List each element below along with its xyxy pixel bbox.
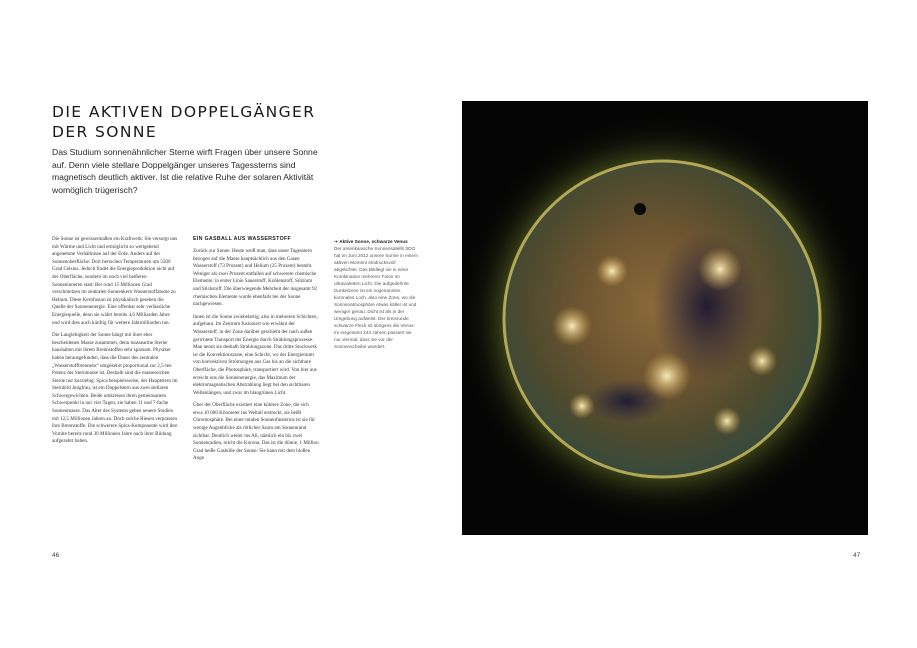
caption-text: Der amerikanische Sonnensatellit SDO hat im Juni 2012 unsere Sonne in einem aktiven Moment eindrucksvoll abgelichtet. Das Bildlegt sie in einer Kombination mehrerer Fotos im ultravioletten Licht. Die aufgedehnte Dunkelzone ist ein sogenanntes koronales Loch, also eine Zone, wo die Sonnenatmosphäre etwas kälter ist und weniger genau. Dicht ist als in der Umgebung aufweist. Der kreisrunde schwarze Fleck ist übrigens die Venus: Im insgesamt 243 Jahren passiert sie nur viermal, dass sie vor der Sonnenscheibe wandert. <box>334 246 418 349</box>
image-caption <box>334 238 418 350</box>
body-paragraph: Über der Oberfläche existiert eine kühlere Zone, die sich etwa 10 000 Kilometer ins Weltall erstreckt, sie heißt Chromosphäre. Bei einer totalen Sonnenfinsternis ist sie für wenige Augenblicke als rötlicher Saum am Sonnenrand sichtbar. Deutlich weiter ins All, nämlich ein bis zwei Sonnenradien, reicht die Korona. Das ist die dünne, 1 Million Grad heiße Gashülle der Sonne. Sie kann mit dem bloßen Auge <box>193 402 319 462</box>
active-region <box>596 255 628 287</box>
body-column-2 <box>193 236 319 468</box>
article-title <box>52 102 382 142</box>
lead-paragraph: Das Studium sonnenähnlicher Sterne wirft Fragen über unsere Sonne auf. Denn viele stellare Doppelgänger unseres Tagessterns sind magnetisch deutlich aktiver. Ist die relative Ruhe der solaren Aktivität womöglich trügerisch? <box>52 147 318 195</box>
left-page <box>0 0 458 648</box>
title-line-2: DER SONNE <box>52 123 158 141</box>
caption-heading: Aktive Sonne, schwarze Venus <box>339 239 408 244</box>
active-region <box>713 407 741 435</box>
sun-image <box>462 101 868 535</box>
body-column-1 <box>52 236 178 451</box>
section-heading: EIN GASBALL AUS WASSERSTOFF <box>193 236 292 242</box>
title-line-1: DIE AKTIVEN DOPPELGÄNGER <box>52 103 316 121</box>
body-paragraph: Innen ist die Sonne zwiebelartig, also in mehreren Schichten, aufgebaut. Im Zentrum fusioniert wie erwähnt der Wasserstoff, in der Zone darüber geschieht der nach außen gerichtete Transport der Energie durch Strahlungsprozesse. Man nennt sie deshalb Strahlungszone. Das dritte Stockwerk ist die Konvektionszone, eine Schicht, wo der Energieraum von konvektiven Strömungen aus Gas bis an die sichtbare Oberfläche, die Photosphäre, transportiert wird. Von hier aus erreicht uns die Sonnenenergie, das Maximum der elektromagnetischen Abstrahlung liegt bei den sichtbaren Wellenlängen, und zwar im blaugrünen Licht. <box>193 313 318 396</box>
sun-photo <box>462 101 868 535</box>
active-region <box>747 346 777 376</box>
arrow-right-icon: ➔ <box>334 239 338 244</box>
body-paragraph: Zurück zur Sonne. Heute weiß man, dass unser Tagesstern bezogen auf die Masse hauptsächlich aus den Gasen Wasserstoff (73 Prozent) und Helium (25 Prozent) besteht. Weniger als zwei Prozent entfallen auf schwerere chemische Elemente; in erster Linie Sauerstoff, Kohlenstoff, Silizium und Stickstoff. Die überwiegende Mehrheit der insgesamt 92 chemischen Elemente wurde ebenfalls bei der Sonne nachgewiesen. <box>193 248 318 308</box>
active-region <box>552 306 592 346</box>
page-number-right: 47 <box>853 552 861 559</box>
active-region <box>698 247 742 291</box>
body-paragraph: Die Sonne ist gewissermaßen ein Kraftwerk: Sie versorgt uns mit Wärme und Licht und ermöglicht so weitgehend angenehme Verhältnisse auf der Erde. Anders auf der Sonnenoberfläche: Dort herrschen Temperaturen um 5500 Grad Celsius. Jedoch findet die Energieproduktion nicht auf der Oberfläche, sondern im noch viel heißeren Sonneninneren statt: Bei rund 15 Millionen Grad verschmelzen im zentralen Sonnenkern Wasserstoffatome zu Helium. Diese Kernfusion ist physikalisch gesehen die Quelle der Sonnenenergie. Eine offenbar sehr verlässliche Energiequelle, denn sie währt bereits 4,6 Milliarden Jahre und wird dies auch künftig für weitere Jahrmilliarden tun. <box>52 236 178 326</box>
page-number-left: 46 <box>52 552 60 559</box>
active-region <box>643 352 691 400</box>
body-paragraph: Die Langlebigkeit der Sonne hängt mit ihrer eher bescheidenen Masse zusammen, denn massearme Sterne haushalten mit ihrem Brennstoffen sehr sparsam. Physiker haben herausgefunden, dass die Dauer des zentralen „Wasserstoffbrennens“ umgekehrt proportional zur 2,5-ten Potenz der Sternmasse ist. Deshalb sind die massereichen Sterne nur kurzlebig: Spica beispielsweise, der Hauptstern im Sternbild Jungfrau, ist ein Doppelstern aus zwei stellaren Schwergewichten. Beide umkreisen ihren gemeinsamen Schwerpunkt in nur vier Tagen, sie haben 11 und 7-fache Sonnenmasse. Das Alter des Systems geben neuere Studien mit 12,5 Millionen Jahren an. Doch solche Riesen verprassen ihre Brennstoffe. Die schwerere Spica-Komponente wird ihre Vorräte bereits rund 30 Millionen Jahre nach ihrer Bildung aufgezehrt haben. <box>52 332 178 445</box>
active-region <box>569 393 595 419</box>
venus-disk <box>634 203 646 215</box>
